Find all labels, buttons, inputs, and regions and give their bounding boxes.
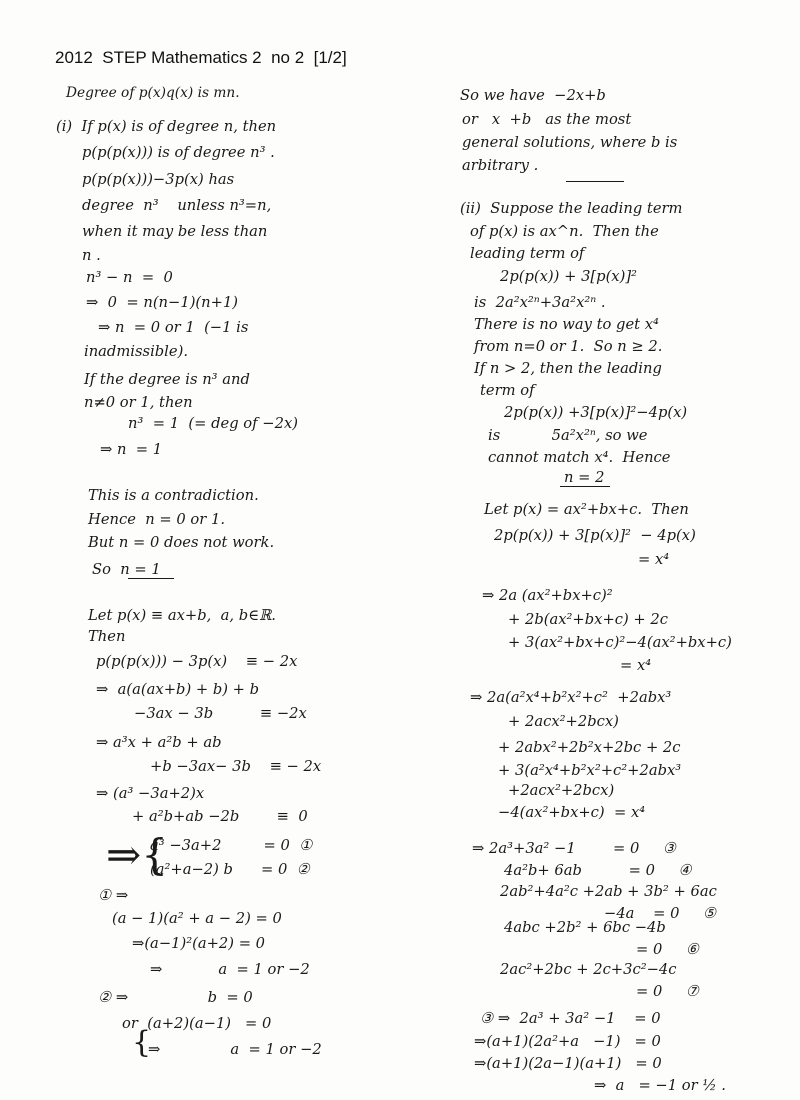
page-header: 2012 STEP Mathematics 2 no 2 [1/2] xyxy=(55,48,347,67)
line: term of xyxy=(480,381,535,399)
line: 4a²b+ 6ab = 0 ④ xyxy=(504,861,692,879)
line: This is a contradiction. xyxy=(88,486,259,504)
line: when it may be less than xyxy=(82,222,268,240)
line: 2p(p(x)) +3[p(x)]²−4p(x) xyxy=(504,403,688,421)
line: degree n³ unless n³=n, xyxy=(82,196,272,214)
line: inadmissible). xyxy=(84,342,189,360)
line: ⇒ a = −1 or ½ . xyxy=(594,1076,726,1094)
line: is 2a²x²ⁿ+3a²x²ⁿ . xyxy=(474,293,606,311)
line: But n = 0 does not work. xyxy=(88,533,275,551)
brace-symbol: ⇒{ xyxy=(106,830,168,879)
line: ⇒(a+1)(2a−1)(a+1) = 0 xyxy=(474,1054,662,1072)
line: 2p(p(x)) + 3[p(x)]² xyxy=(500,267,637,285)
line: arbitrary . xyxy=(462,156,539,174)
line: ⇒ 2a (ax²+bx+c)² xyxy=(482,586,613,604)
line: Let p(x) = ax²+bx+c. Then xyxy=(484,500,689,518)
line: ② ⇒ b = 0 xyxy=(98,988,253,1006)
line: +2acx²+2bcx) xyxy=(508,781,615,799)
line: ③ ⇒ 2a³ + 3a² −1 = 0 xyxy=(480,1009,661,1027)
line: general solutions, where b is xyxy=(462,133,678,151)
line: ⇒(a+1)(2a²+a −1) = 0 xyxy=(474,1032,661,1050)
line: p(p(p(x))) − 3p(x) ≡ − 2x xyxy=(96,652,298,670)
line: There is no way to get x⁴ xyxy=(474,315,659,333)
line: = x⁴ xyxy=(620,656,652,674)
line: n = 2 xyxy=(564,468,605,486)
line: = x⁴ xyxy=(638,550,670,568)
separator-rule xyxy=(566,181,624,182)
line: ⇒ a = 1 or −2 xyxy=(150,960,310,978)
line: +b −3ax− 3b ≡ − 2x xyxy=(150,757,322,775)
line: p(p(p(x))) is of degree n³ . xyxy=(82,143,275,161)
line: is 5a²x²ⁿ, so we xyxy=(488,426,648,444)
line: Hence n = 0 or 1. xyxy=(88,510,226,528)
line: Degree of p(x)q(x) is mn. xyxy=(66,85,240,101)
line: (a²+a−2) b = 0 ② xyxy=(150,860,310,878)
line: or (a+2)(a−1) = 0 xyxy=(122,1014,272,1032)
line: (i) If p(x) is of degree n, then xyxy=(56,117,277,135)
line: ⇒ 2a(a²x⁴+b²x²+c² +2abx³ xyxy=(470,688,672,706)
line: n≠0 or 1, then xyxy=(84,393,193,411)
line: If n > 2, then the leading xyxy=(474,359,662,377)
line: + 2abx²+2b²x+2bc + 2c xyxy=(498,738,681,756)
line: ⇒ a = 1 or −2 xyxy=(148,1040,322,1058)
line: n . xyxy=(82,246,101,264)
line: So n = 1 xyxy=(92,560,161,578)
line: leading term of xyxy=(470,244,585,262)
line: + 2b(ax²+bx+c) + 2c xyxy=(508,610,668,628)
line: (a − 1)(a² + a − 2) = 0 xyxy=(112,909,282,927)
line: ⇒ (a³ −3a+2)x xyxy=(96,784,205,802)
line: Then xyxy=(88,627,126,645)
line: −4(ax²+bx+c) = x⁴ xyxy=(498,803,646,821)
underline-rule xyxy=(560,486,610,487)
line: + a²b+ab −2b ≡ 0 xyxy=(132,807,308,825)
line: If the degree is n³ and xyxy=(84,370,250,388)
line: cannot match x⁴. Hence xyxy=(488,448,671,466)
line: −4a = 0 ⑤ xyxy=(604,904,717,922)
line: = 0 ⑥ xyxy=(636,940,699,958)
brace-symbol: { xyxy=(132,1025,152,1060)
line: ⇒ a³x + a²b + ab xyxy=(96,733,222,751)
line: So we have −2x+b xyxy=(460,86,606,104)
line: n³ = 1 (= deg of −2x) xyxy=(128,414,298,432)
line: + 3(ax²+bx+c)²−4(ax²+bx+c) xyxy=(508,633,732,651)
line: ① ⇒ xyxy=(98,886,129,904)
line: ⇒ n = 0 or 1 (−1 is xyxy=(98,318,249,336)
line: 2ab²+4a²c +2ab + 3b² + 6ac xyxy=(500,882,717,900)
line: p(p(p(x)))−3p(x) has xyxy=(82,170,235,188)
line: −3ax − 3b ≡ −2x xyxy=(134,704,307,722)
line: 2p(p(x)) + 3[p(x)]² − 4p(x) xyxy=(494,526,696,544)
line: ⇒ n = 1 xyxy=(100,440,163,458)
line: or x +b as the most xyxy=(462,110,632,128)
line: a³ −3a+2 = 0 ① xyxy=(150,836,313,854)
line: 2ac²+2bc + 2c+3c²−4c xyxy=(500,960,677,978)
line: ⇒(a−1)²(a+2) = 0 xyxy=(132,934,266,952)
line: ⇒ 0 = n(n−1)(n+1) xyxy=(86,293,239,311)
line: (ii) Suppose the leading term xyxy=(460,199,683,217)
line: + 3(a²x⁴+b²x²+c²+2abx³ xyxy=(498,761,682,779)
line: 4abc +2b² + 6bc −4b xyxy=(504,918,666,936)
line: ⇒ a(a(ax+b) + b) + b xyxy=(96,680,260,698)
line: + 2acx²+2bcx) xyxy=(508,712,619,730)
line: ⇒ 2a³+3a² −1 = 0 ③ xyxy=(472,839,676,857)
line: = 0 ⑦ xyxy=(636,982,699,1000)
line: of p(x) is ax^n. Then the xyxy=(470,222,659,240)
line: n³ − n = 0 xyxy=(86,268,173,286)
line: Let p(x) ≡ ax+b, a, b∈ℝ. xyxy=(88,606,276,624)
line: from n=0 or 1. So n ≥ 2. xyxy=(474,337,663,355)
